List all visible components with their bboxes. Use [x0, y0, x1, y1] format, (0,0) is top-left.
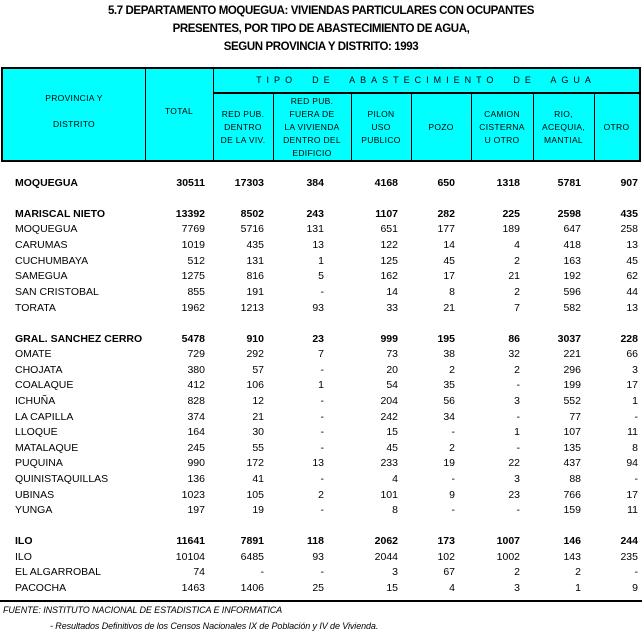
table-row: [0, 270, 642, 285]
cell-value: 159: [563, 504, 581, 516]
header-column-line: DE LA VIV.: [220, 135, 266, 145]
header-total: TOTAL: [164, 106, 194, 116]
cell-value: 1: [632, 395, 638, 407]
cell-value: 418: [563, 239, 581, 251]
table-header: [1, 67, 641, 162]
cell-value: 1: [318, 255, 324, 267]
row-label: SAMEGUA: [15, 270, 68, 282]
cell-value: 12: [252, 395, 264, 407]
table-row: [0, 489, 642, 504]
cell-value: 4: [392, 473, 398, 485]
cell-value: 512: [187, 255, 205, 267]
cell-value: -: [634, 473, 638, 485]
cell-value: 45: [626, 255, 638, 267]
cell-value: 8502: [240, 208, 264, 220]
header-group-tipo-abastecimiento: TIPO DE ABASTECIMIENTO DE AGUA: [256, 75, 596, 85]
cell-value: 8: [392, 504, 398, 516]
header-distrito: DISTRITO: [53, 119, 95, 129]
cell-value: 17303: [234, 177, 264, 189]
cell-value: 999: [380, 333, 398, 345]
table-title-line-2: PRESENTES, POR TIPO DE ABASTECIMIENTO DE AGUA,: [172, 23, 470, 35]
cell-value: 225: [502, 208, 520, 220]
table-title-line-1: 5.7 DEPARTAMENTO MOQUEGUA: VIVIENDAS PARTICULARES CON OCUPANTES: [107, 5, 535, 17]
header-column-6: [594, 121, 639, 134]
cell-value: 73: [386, 348, 398, 360]
cell-value: 1107: [375, 208, 398, 220]
header-column-line: RIO,: [554, 109, 573, 119]
cell-value: 94: [626, 457, 638, 469]
row-label: LA CAPILLA: [15, 411, 74, 423]
row-label: MOQUEGUA: [15, 223, 78, 235]
cell-value: 23: [508, 489, 520, 501]
cell-value: 106: [246, 379, 264, 391]
cell-value: 1023: [181, 489, 205, 501]
table-row: [0, 504, 642, 519]
cell-value: 3: [514, 395, 520, 407]
table-row: [0, 255, 642, 270]
cell-value: 11: [627, 504, 638, 516]
cell-value: 33: [386, 302, 398, 314]
table-row: [0, 395, 642, 410]
cell-value: 163: [563, 255, 581, 267]
table-row: [0, 223, 642, 238]
cell-value: 19: [252, 504, 264, 516]
cell-value: 14: [386, 286, 398, 298]
cell-value: 22: [508, 457, 520, 469]
cell-value: -: [320, 426, 324, 438]
cell-value: 197: [187, 504, 205, 516]
cell-value: -: [516, 411, 520, 423]
header-column-line: POZO: [428, 122, 454, 132]
table-row-subtotal: [0, 208, 642, 223]
cell-value: -: [320, 364, 324, 376]
cell-value: 437: [563, 457, 581, 469]
cell-value: 7891: [240, 535, 264, 547]
cell-value: 77: [569, 411, 581, 423]
cell-value: 5781: [557, 177, 581, 189]
cell-value: 2: [514, 364, 520, 376]
header-column-line: USO: [371, 122, 391, 132]
cell-value: 74: [193, 566, 205, 578]
table-row-subtotal: [0, 177, 642, 192]
row-label: UBINAS: [15, 489, 55, 501]
cell-value: 4: [514, 239, 520, 251]
cell-value: 1318: [496, 177, 520, 189]
table-row: [0, 473, 642, 488]
cell-value: 374: [187, 411, 205, 423]
cell-value: 67: [443, 566, 455, 578]
cell-value: 1019: [181, 239, 205, 251]
header-column-line: MANTIAL: [544, 135, 583, 145]
cell-value: 11: [627, 426, 638, 438]
cell-value: 13392: [175, 208, 205, 220]
cell-value: 2: [318, 489, 324, 501]
cell-value: 651: [380, 223, 398, 235]
cell-value: 17: [443, 270, 455, 282]
cell-value: 45: [386, 442, 398, 454]
cell-value: 582: [563, 302, 581, 314]
header-column-line: CISTERNA: [479, 122, 525, 132]
cell-value: 13: [312, 239, 324, 251]
cell-value: 162: [380, 270, 398, 282]
row-label: MARISCAL NIETO: [15, 208, 106, 220]
cell-value: 173: [437, 535, 455, 547]
cell-value: 32: [508, 348, 520, 360]
cell-value: 1: [318, 379, 324, 391]
row-label: YUNGA: [15, 504, 53, 516]
row-label: COALAQUE: [15, 379, 74, 391]
cell-value: 435: [620, 208, 638, 220]
table-row: [0, 457, 642, 472]
cell-value: 8: [449, 286, 455, 298]
header-column-line: U OTRO: [484, 135, 520, 145]
cell-value: 122: [380, 239, 398, 251]
cell-value: 3: [392, 566, 398, 578]
cell-value: 55: [252, 442, 264, 454]
cell-value: 102: [437, 551, 455, 563]
header-column-line: PUBLICO: [361, 135, 401, 145]
row-label: GRAL. SANCHEZ CERRO: [15, 333, 143, 345]
cell-value: -: [451, 473, 455, 485]
cell-value: 9: [632, 582, 638, 594]
cell-value: 30511: [176, 177, 205, 189]
cell-value: 5478: [181, 333, 205, 345]
cell-value: 412: [187, 379, 205, 391]
cell-value: 816: [246, 270, 264, 282]
cell-value: 21: [443, 302, 455, 314]
cell-value: 21: [252, 411, 264, 423]
cell-value: 131: [306, 223, 324, 235]
cell-value: -: [320, 286, 324, 298]
cell-value: 1213: [240, 302, 264, 314]
header-column-line: DENTRO DEL: [283, 135, 341, 145]
cell-value: 380: [187, 364, 205, 376]
cell-value: 1: [514, 426, 520, 438]
cell-value: 195: [437, 333, 455, 345]
cell-value: 125: [380, 255, 398, 267]
cell-value: 66: [626, 348, 638, 360]
cell-value: 93: [312, 551, 324, 563]
cell-value: 93: [312, 302, 324, 314]
cell-value: 3: [632, 364, 638, 376]
cell-value: 2: [449, 442, 455, 454]
cell-value: 62: [626, 270, 638, 282]
cell-value: 5: [318, 270, 324, 282]
row-label: ICHUÑA: [15, 395, 56, 407]
cell-value: 2044: [374, 551, 398, 563]
cell-value: -: [320, 395, 324, 407]
header-column-4: [471, 108, 533, 147]
table-row: [0, 379, 642, 394]
cell-value: -: [320, 442, 324, 454]
cell-value: 23: [312, 333, 324, 345]
cell-value: -: [260, 566, 264, 578]
header-column-line: OTRO: [603, 122, 630, 132]
cell-value: 1007: [496, 535, 520, 547]
cell-value: 136: [187, 473, 205, 485]
cell-value: 647: [563, 223, 581, 235]
cell-value: 15: [386, 426, 398, 438]
cell-value: -: [451, 426, 455, 438]
cell-value: 38: [443, 348, 455, 360]
table-row: [0, 286, 642, 301]
cell-value: 10104: [175, 551, 205, 563]
cell-value: 11641: [176, 535, 205, 547]
cell-value: 233: [380, 457, 398, 469]
header-column-line: PILON: [367, 109, 395, 119]
cell-value: 3: [514, 473, 520, 485]
cell-value: 2062: [374, 535, 398, 547]
cell-value: 596: [563, 286, 581, 298]
cell-value: 729: [187, 348, 205, 360]
cell-value: 9: [449, 489, 455, 501]
table-title-line-3: SEGUN PROVINCIA Y DISTRITO: 1993: [223, 41, 419, 53]
cell-value: 131: [246, 255, 264, 267]
cell-value: -: [516, 504, 520, 516]
cell-value: 191: [246, 286, 264, 298]
row-label: CUCHUMBAYA: [15, 255, 89, 267]
cell-value: 13: [312, 457, 324, 469]
cell-value: 204: [380, 395, 398, 407]
cell-value: 146: [563, 535, 581, 547]
table-row: [0, 411, 642, 426]
table-row: [0, 551, 642, 566]
cell-value: 2: [514, 255, 520, 267]
cell-value: 242: [380, 411, 398, 423]
cell-value: 828: [187, 395, 205, 407]
cell-value: 86: [508, 333, 520, 345]
row-label: MOQUEGUA: [15, 177, 78, 189]
cell-value: 1406: [240, 582, 264, 594]
cell-value: 13: [626, 302, 638, 314]
cell-value: 192: [563, 270, 581, 282]
row-label: MATALAQUE: [15, 442, 79, 454]
cell-value: 907: [620, 177, 638, 189]
header-column-3: [411, 121, 471, 134]
header-provincia: PROVINCIA Y: [45, 93, 103, 103]
table-row: [0, 302, 642, 317]
cell-value: -: [516, 442, 520, 454]
header-column-line: RED PUB.: [221, 109, 265, 119]
cell-value: 7: [318, 348, 324, 360]
cell-value: 3037: [557, 333, 581, 345]
cell-value: 135: [563, 442, 581, 454]
cell-value: 6485: [240, 551, 264, 563]
header-column-line: ACEQUIA,: [541, 122, 586, 132]
table-row: [0, 239, 642, 254]
table-row: [0, 442, 642, 457]
cell-value: 57: [252, 364, 264, 376]
header-column-5: [533, 108, 594, 147]
cell-value: 25: [312, 582, 324, 594]
table-row: [0, 364, 642, 379]
header-column-1: [273, 95, 351, 160]
row-label: QUINISTAQUILLAS: [15, 473, 109, 485]
cell-value: 44: [626, 286, 638, 298]
cell-value: 3: [514, 582, 520, 594]
cell-value: 107: [563, 426, 581, 438]
cell-value: 245: [187, 442, 205, 454]
table-row-subtotal: [0, 333, 642, 348]
cell-value: 1: [575, 582, 581, 594]
cell-value: -: [634, 566, 638, 578]
table-row: [0, 582, 642, 597]
row-label: LLOQUE: [15, 426, 58, 438]
cell-value: -: [634, 411, 638, 423]
cell-value: 2598: [557, 208, 581, 220]
row-label: CHOJATA: [15, 364, 63, 376]
cell-value: -: [320, 504, 324, 516]
table-row: [0, 566, 642, 581]
row-label: CARUMAS: [15, 239, 68, 251]
cell-value: 14: [443, 239, 455, 251]
header-column-line: DENTRO: [224, 122, 262, 132]
cell-value: 1962: [181, 302, 205, 314]
cell-value: 435: [246, 239, 264, 251]
cell-value: 5716: [240, 223, 264, 235]
cell-value: 235: [620, 551, 638, 563]
row-label: ILO: [15, 535, 33, 547]
cell-value: 177: [437, 223, 455, 235]
cell-value: 8: [632, 442, 638, 454]
cell-value: 45: [443, 255, 455, 267]
cell-value: 20: [386, 364, 398, 376]
table-row: [0, 426, 642, 441]
cell-value: 19: [443, 457, 455, 469]
cell-value: 292: [246, 348, 264, 360]
source-note: FUENTE: INSTITUTO NACIONAL DE ESTADISTICA E INFORMATICA: [3, 605, 283, 615]
cell-value: 296: [563, 364, 581, 376]
cell-value: 143: [563, 551, 581, 563]
cell-value: -: [320, 473, 324, 485]
footer-rule: [0, 600, 642, 602]
cell-value: 221: [563, 348, 581, 360]
cell-value: 1275: [181, 270, 205, 282]
cell-value: 4168: [374, 177, 398, 189]
cell-value: 2: [449, 364, 455, 376]
cell-value: 101: [380, 489, 398, 501]
cell-value: 30: [252, 426, 264, 438]
cell-value: -: [516, 379, 520, 391]
cell-value: 384: [306, 177, 324, 189]
cell-value: 56: [443, 395, 455, 407]
header-column-line: EDIFICIO: [292, 148, 332, 158]
cell-value: 118: [307, 535, 324, 547]
cell-value: 189: [502, 223, 520, 235]
cell-value: 41: [252, 473, 264, 485]
cell-value: 35: [443, 379, 455, 391]
cell-value: -: [320, 411, 324, 423]
row-label: PACOCHA: [15, 582, 67, 594]
cell-value: 17: [626, 379, 638, 391]
header-column-line: CAMION: [484, 109, 520, 119]
cell-value: 4: [449, 582, 455, 594]
cell-value: 228: [620, 333, 638, 345]
cell-value: 650: [437, 177, 455, 189]
cell-value: 7: [514, 302, 520, 314]
cell-value: 990: [187, 457, 205, 469]
cell-value: 243: [306, 208, 324, 220]
row-label: PUQUINA: [15, 457, 63, 469]
cell-value: 15: [386, 582, 398, 594]
table-row-subtotal: [0, 535, 642, 550]
cell-value: 54: [386, 379, 398, 391]
cell-value: 17: [626, 489, 638, 501]
cell-value: 199: [563, 379, 581, 391]
cell-value: 105: [246, 489, 264, 501]
row-label: SAN CRISTOBAL: [15, 286, 99, 298]
row-label: OMATE: [15, 348, 52, 360]
cell-value: 172: [246, 457, 264, 469]
cell-value: 855: [187, 286, 205, 298]
cell-value: 282: [437, 208, 455, 220]
header-column-2: [351, 108, 411, 147]
cell-value: 34: [443, 411, 455, 423]
cell-value: 2: [575, 566, 581, 578]
cell-value: 21: [508, 270, 520, 282]
census-note: - Resultados Definitivos de los Censos Nacionales IX de Población y IV de Vivienda.: [50, 621, 379, 631]
cell-value: 2: [514, 286, 520, 298]
cell-value: 910: [246, 333, 264, 345]
cell-value: -: [320, 566, 324, 578]
cell-value: 258: [620, 223, 638, 235]
header-column-line: FUERA DE: [289, 109, 335, 119]
header-column-line: RED PUB.: [290, 96, 334, 106]
header-column-0: [213, 108, 273, 147]
cell-value: 1002: [496, 551, 520, 563]
cell-value: 766: [563, 489, 581, 501]
table-row: [0, 348, 642, 363]
cell-value: 13: [626, 239, 638, 251]
row-label: EL ALGARROBAL: [15, 566, 101, 578]
group-header-divider: [213, 92, 639, 94]
cell-value: 1463: [181, 582, 205, 594]
cell-value: 244: [620, 535, 638, 547]
cell-value: -: [451, 504, 455, 516]
cell-value: 88: [569, 473, 581, 485]
cell-value: 2: [514, 566, 520, 578]
cell-value: 164: [187, 426, 205, 438]
row-label: TORATA: [15, 302, 56, 314]
header-column-line: LA VIVIENDA: [284, 122, 340, 132]
row-label: ILO: [15, 551, 32, 563]
cell-value: 552: [563, 395, 581, 407]
cell-value: 7769: [181, 223, 205, 235]
